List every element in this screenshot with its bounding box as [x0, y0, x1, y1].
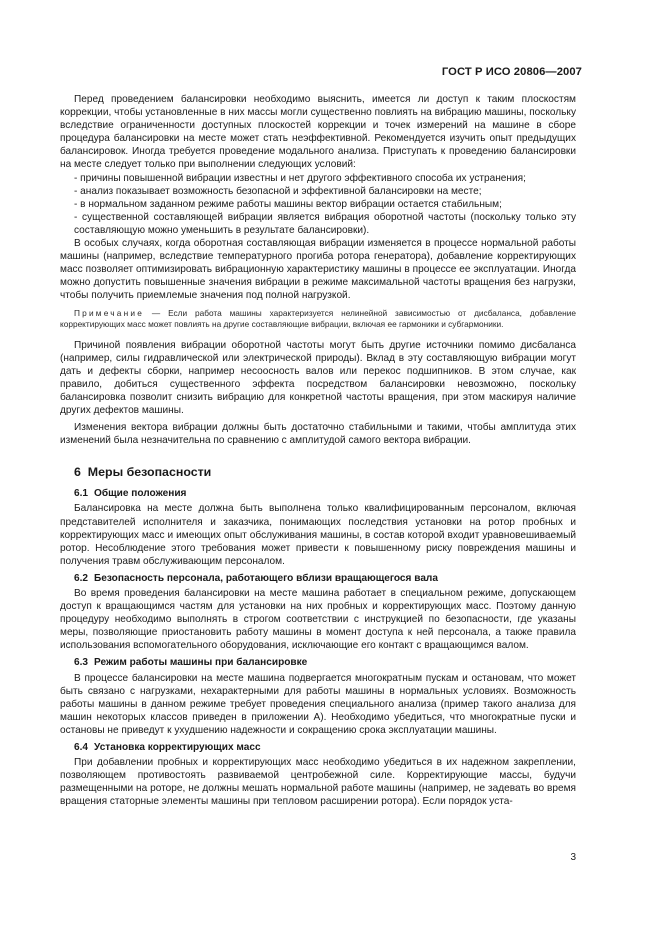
conditions-list	[60, 172, 576, 237]
list-item: - существенной составляющей вибрации является вибрация оборотной частоты (поскольку только эту составляющую можно уменьшить в результате балансировки).	[74, 211, 576, 236]
page-content	[60, 93, 576, 809]
paragraph: Балансировка на месте должна быть выполнена только квалифицированным персоналом, включая представителей исполнителя и заказчика, понимающих последствия установки на ротор пробных и корректирующих масс и имеющих опыт обслуживания машины, в состав которой входит уравновешиваемый ротор. Несоблюдение этого требования может привести к повышенному риску повреждения машины и получения травм обслуживающим персоналом.	[60, 503, 576, 567]
paragraph: Изменения вектора вибрации должны быть достаточно стабильными и такими, чтобы амплитуда этих изменений была незначительна по сравнению с амплитудой самого вектора вибрации.	[60, 422, 576, 447]
subsection-title: Режим работы машины при балансировке	[94, 657, 308, 669]
subsection-title: Безопасность персонала, работающего вблизи вращающегося вала	[94, 572, 438, 584]
list-item: - в нормальном заданном режиме работы машины вектор вибрации остается стабильным;	[74, 198, 502, 210]
subsection-number: 6.4	[74, 742, 89, 754]
paragraph: При добавлении пробных и корректирующих масс необходимо убедиться в их надежном закреплении, позволяющем противостоять развиваемой центробежной силе. Корректирующие массы, будучи размещенными на роторе, не должны мешать нормальной работе машины (например, не задевать во время вращения статорные элементы машины при тепловом расширении ротора). Если порядок уста-	[60, 757, 576, 808]
subsection-heading	[74, 487, 576, 500]
subsection-number: 6.2	[74, 572, 89, 584]
document-code: ГОСТ Р ИСО 20806—2007	[441, 66, 582, 78]
note	[60, 308, 576, 330]
paragraph: Во время проведения балансировки на месте машина работает в специальном режиме, допускающем доступ к вращающимся частям для установки на них пробных и корректирующих масс. Поэтому данную процедуру необходимо выполнять в строгом соответствии с инструкцией по безопасности, где указаны меры, позволяющие приостановить работу машины в момент доступа к ней персонала, а также правила использования вспомогательного оборудования, исключающие его контакт с вращающимся валом.	[60, 588, 576, 652]
subsection-heading	[74, 572, 576, 585]
paragraph: В особых случаях, когда оборотная составляющая вибрации изменяется в процессе нормальной работы машины (например, вследствие температурного прогиба ротора генератора), добавление корректирующих масс позволяет оптимизировать вибрационную характеристику машины в процессе ее эксплуатации. Иногда можно допустить повышенные значения вибрации в режиме максимальной частоты вращения без нагрузки, чтобы получить приемлемые значения под полной нагрузкой.	[60, 238, 576, 302]
subsection-number: 6.1	[74, 488, 89, 500]
note-text: — Если работа машины характеризуется нелинейной зависимостью от дисбаланса, добавление корректирующих масс может повлиять на другие составляющие вибрации, включая ее гармоники и субгармоники.	[60, 307, 576, 329]
subsection-number: 6.3	[74, 657, 89, 669]
note-label: Примечание	[74, 307, 145, 318]
list-item: - причины повышенной вибрации известны и нет другого эффективного способа их устранения;	[74, 172, 526, 184]
subsection-title: Установка корректирующих масс	[94, 742, 261, 754]
subsection-heading	[74, 656, 576, 669]
section-title: Меры безопасности	[87, 465, 212, 480]
section-number: 6	[74, 465, 81, 480]
paragraph: Перед проведением балансировки необходимо выяснить, имеется ли доступ к таким плоскостям коррекции, чтобы установленные в них массы могли существенно повлиять на вибрацию машины, поскольку вследствие ограниченности доступных плоскостей коррекции и точек измерений на машине в сборе процедура балансировки на месте может стать неэффективной. Рекомендуется изучить опыт предыдущих балансировок. Иногда требуется проведение модального анализа. Приступать к проведению балансировки на месте следует только при выполнении следующих условий:	[60, 94, 576, 171]
subsection-heading	[74, 741, 576, 754]
page-number: 3	[570, 852, 576, 863]
paragraph: В процессе балансировки на месте машина подвергается многократным пускам и остановам, что может быть связано с нагрузками, нехарактерными для работы машины в нормальных условиях. Возможность работы машины в данном режиме требует проведения специального анализа (пример такого анализа для машин некоторых классов приведен в приложении А). Необходимо убедиться, что многократные пуски и остановы не приведут к ухудшению надежности и сокращению срока эксплуатации машины.	[60, 672, 576, 736]
section-heading	[74, 466, 576, 479]
paragraph: Причиной появления вибрации оборотной частоты могут быть другие источники помимо дисбаланса (например, силы гидравлической или электрической природы). Вклад в эту составляющую вибрации могут дать и дефекты сборки, например несоосность валов или перекос подшипников. В этом случае, как правило, добиться существенного эффекта посредством балансировки невозможно, поскольку балансировка позволит снизить вибрацию для конкретной частоты вращения, при этом маскируя наличие других дефектов машины.	[60, 339, 576, 416]
list-item: - анализ показывает возможность безопасной и эффективной балансировки на месте;	[74, 185, 482, 197]
subsection-title: Общие положения	[94, 488, 187, 500]
